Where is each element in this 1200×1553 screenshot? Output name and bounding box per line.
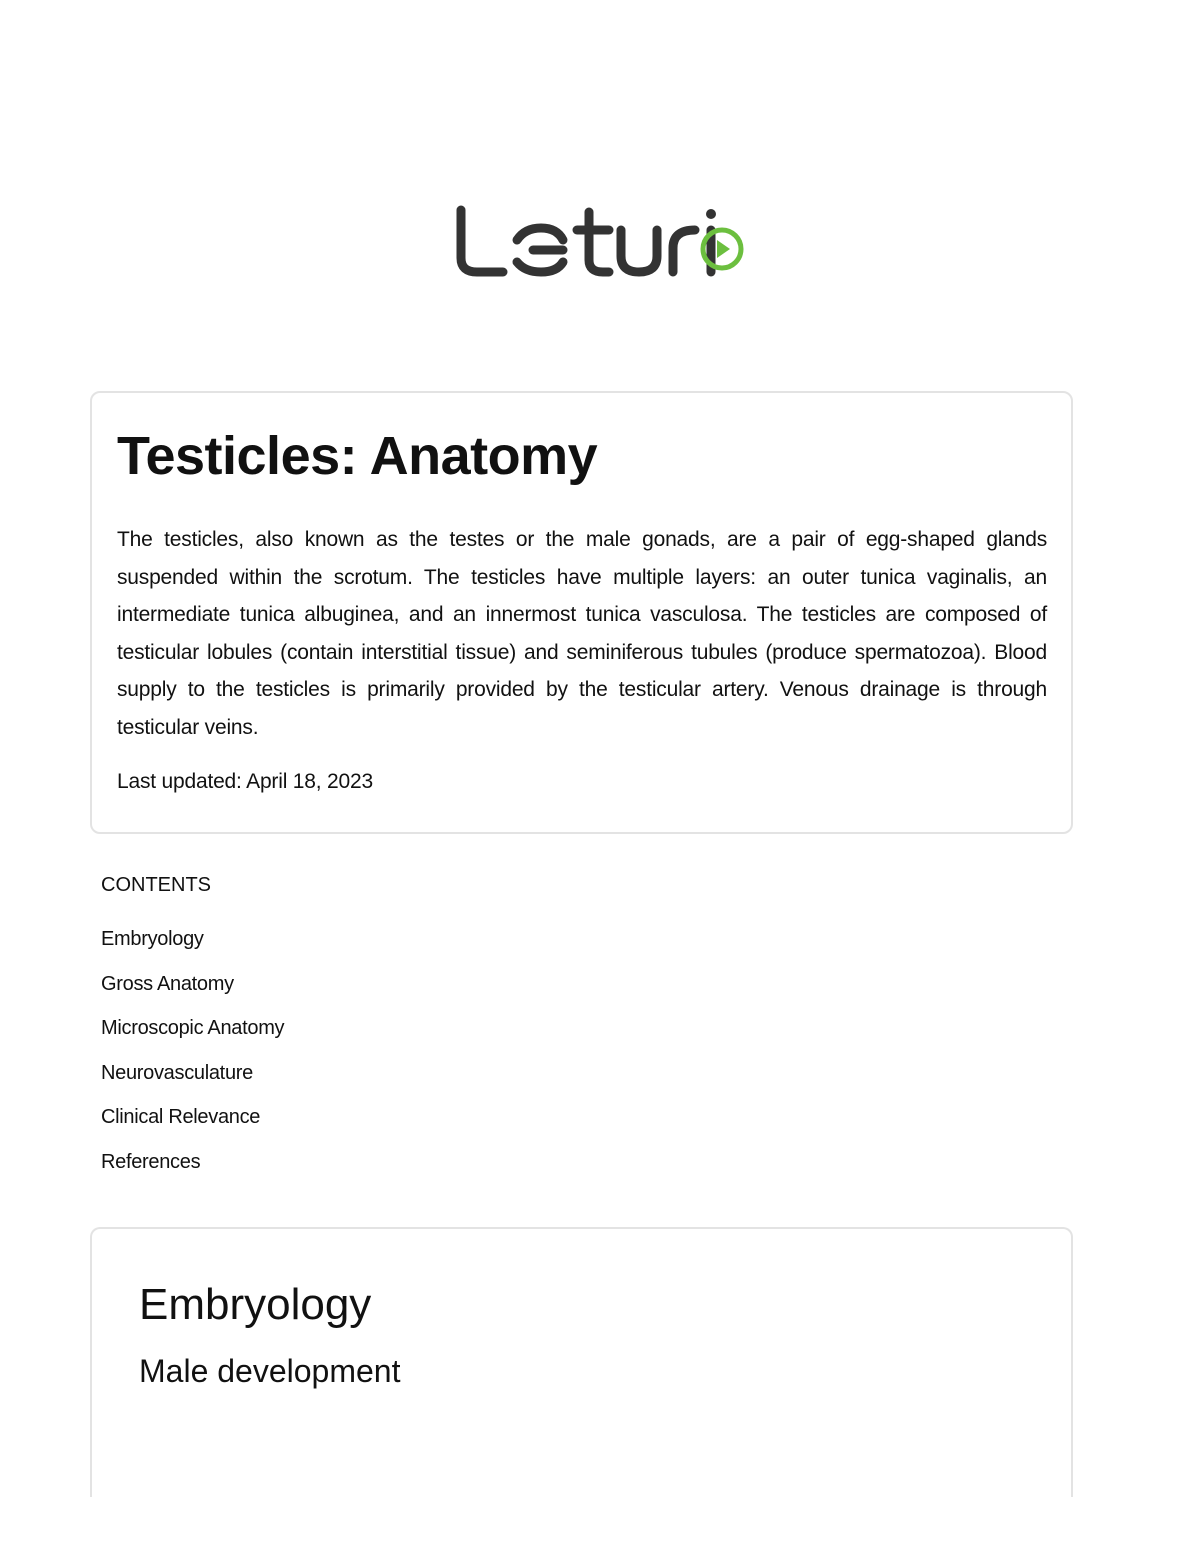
play-circle-icon: [697, 224, 747, 274]
contents-list: [101, 924, 701, 1191]
toc-item-neurovasculature[interactable]: Neurovasculature: [101, 1061, 253, 1084]
contents-heading: CONTENTS: [101, 874, 211, 896]
toc-item-gross-anatomy[interactable]: Gross Anatomy: [101, 972, 234, 995]
toc-item-clinical-relevance[interactable]: Clinical Relevance: [101, 1106, 261, 1128]
last-updated: Last updated: April 18, 2023: [117, 770, 373, 793]
page-bottom-margin: [0, 1497, 1200, 1553]
toc-item-references[interactable]: References: [101, 1150, 201, 1173]
summary-card: [90, 391, 1073, 834]
table-of-contents: [101, 870, 701, 1191]
lecturio-logo[interactable]: [455, 200, 755, 290]
page-title: Testicles: Anatomy: [117, 426, 598, 486]
toc-item-embryology[interactable]: Embryology: [101, 928, 204, 950]
section-subtitle: Male development: [139, 1353, 401, 1389]
summary-text: The testicles, also known as the testes or the male gonads, are a pair of egg-shaped glands suspended within the scrotum. The testicles have multiple layers: an outer tunica vaginalis, an intermediate tunica albuginea, and an innermost tunica vasculosa. The testicles are composed of testicular lobules (contain interstitial tissue) and seminiferous tubules (produce spermatozoa). Blood supply to the testicles is primarily provided by the testicular artery. Venous drainage is through testicular veins.: [117, 528, 1047, 739]
toc-item-microscopic-anatomy[interactable]: Microscopic Anatomy: [101, 1017, 285, 1039]
section-title: Embryology: [139, 1280, 372, 1329]
